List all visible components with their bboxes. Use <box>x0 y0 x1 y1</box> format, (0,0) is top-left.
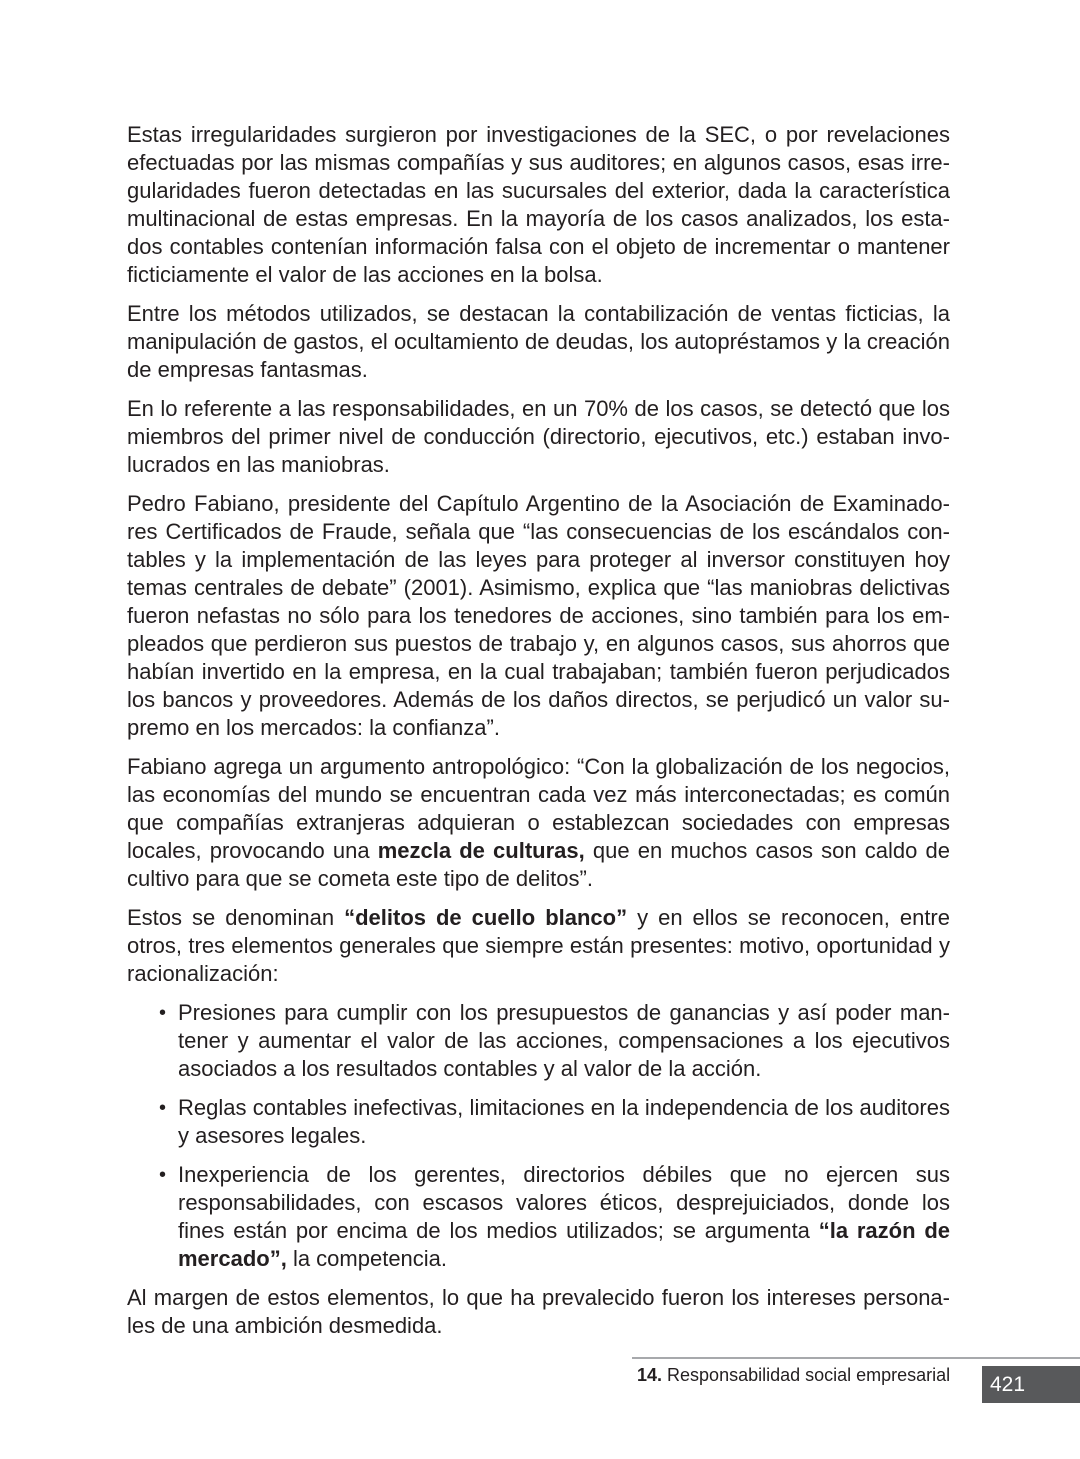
text-run: Fabiano agrega un argumento antropológico: “Con la globalización de los negocios, las economías del mundo se encuentran cada vez más interconectadas; es común que compañías extranjeras adquieran o establezcan sociedades con empresas locales, provocando una <box>127 754 950 863</box>
footer-rule <box>632 1357 1080 1359</box>
text-run: Entre los métodos utilizados, se destacan la contabilización de ventas ficticias, la manipulación de gastos, el ocultamiento de deudas, los autopréstamos y la creación de empresas fantasmas. <box>127 301 950 382</box>
text-run: Estos se denominan <box>127 905 345 930</box>
paragraph <box>127 490 950 742</box>
text-run: Presiones para cumplir con los presupuestos de ganancias y así poder mantener y aumentar el valor de las acciones, compensaciones a los ejecutivos asociados a los resultados contables y al valor de la acción. <box>178 1000 950 1081</box>
paragraph <box>127 753 950 893</box>
text-run: En lo referente a las responsabilidades, en un 70% de los casos, se detectó que los miembros del primer nivel de conducción (directorio, ejecutivos, etc.) estaban involucrados en las maniobras. <box>127 396 950 477</box>
paragraph <box>127 904 950 988</box>
bullet-icon: • <box>159 1164 167 1186</box>
bullet-icon: • <box>159 1097 167 1119</box>
page-number: 421 <box>990 1372 1026 1396</box>
bullet-list <box>127 999 950 1273</box>
text-run: Pedro Fabiano, presidente del Capítulo Argentino de la Asociación de Examinadores Certificados de Fraude, señala que “las consecuencias de los escándalos contables y la implementación de las leyes para proteger al inversor constituyen hoy temas centrales de debate” (2001). Asimismo, explica que “las maniobras delictivas fueron nefastas no sólo para los tenedores de acciones, sino también para los empleados que perdieron sus puestos de trabajo y, en algunos casos, sus ahorros que habían invertido en la empresa, en la cual trabajaban; también fueron perjudicados los bancos y proveedores. Además de los daños directos, se perjudicó un valor supremo en los mercados: la confianza”. <box>127 491 950 740</box>
footer-chapter-caption <box>637 1364 950 1386</box>
bold-text-run: mezcla de culturas, <box>377 838 585 863</box>
text-run: y en ellos se reconocen, entre otros, tres elementos generales que siempre están presentes: motivo, oportunidad y racionalización: <box>127 905 950 986</box>
paragraph <box>127 300 950 384</box>
paragraph <box>127 121 950 289</box>
list-item <box>159 1094 950 1150</box>
list-item <box>159 999 950 1083</box>
bullet-icon: • <box>159 1002 167 1024</box>
page-content <box>127 121 950 1351</box>
text-run: que en muchos casos son caldo de cultivo para que se cometa este tipo de delitos”. <box>127 838 950 891</box>
chapter-title: Responsabilidad social empresarial <box>667 1365 951 1385</box>
bold-text-run: “delitos de cuello blanco” <box>344 905 628 930</box>
paragraph <box>127 1284 950 1340</box>
list-item <box>159 1161 951 1273</box>
page-number-box <box>982 1366 1080 1403</box>
text-run: Al margen de estos elementos, lo que ha prevalecido fueron los intereses personales de una ambición desmedida. <box>127 1285 950 1338</box>
text-run: la competencia. <box>286 1246 448 1271</box>
text-run: Reglas contables inefectivas, limitaciones en la independencia de los auditores y asesores legales. <box>178 1095 950 1148</box>
bold-text-run: “la razón de mercado”, <box>178 1218 951 1271</box>
text-run: Estas irregularidades surgieron por investigaciones de la SEC, o por revelaciones efectuadas por las mismas compañías y sus auditores; en algunos casos, esas irregularidades fueron detectadas en las sucursales del exterior, dada la característica multinacional de estas empresas. En la mayoría de los casos analizados, los estados contables contenían información falsa con el objeto de incrementar o mantener ficticiamente el valor de las acciones en la bolsa. <box>127 122 950 287</box>
paragraph <box>127 395 950 479</box>
chapter-number: 14. <box>637 1365 663 1385</box>
text-run: Inexperiencia de los gerentes, directorios débiles que no ejercen sus responsabilidades, con escasos valores éticos, desprejuiciados, donde los fines están por encima de los medios utilizados; se argumenta <box>178 1162 950 1243</box>
